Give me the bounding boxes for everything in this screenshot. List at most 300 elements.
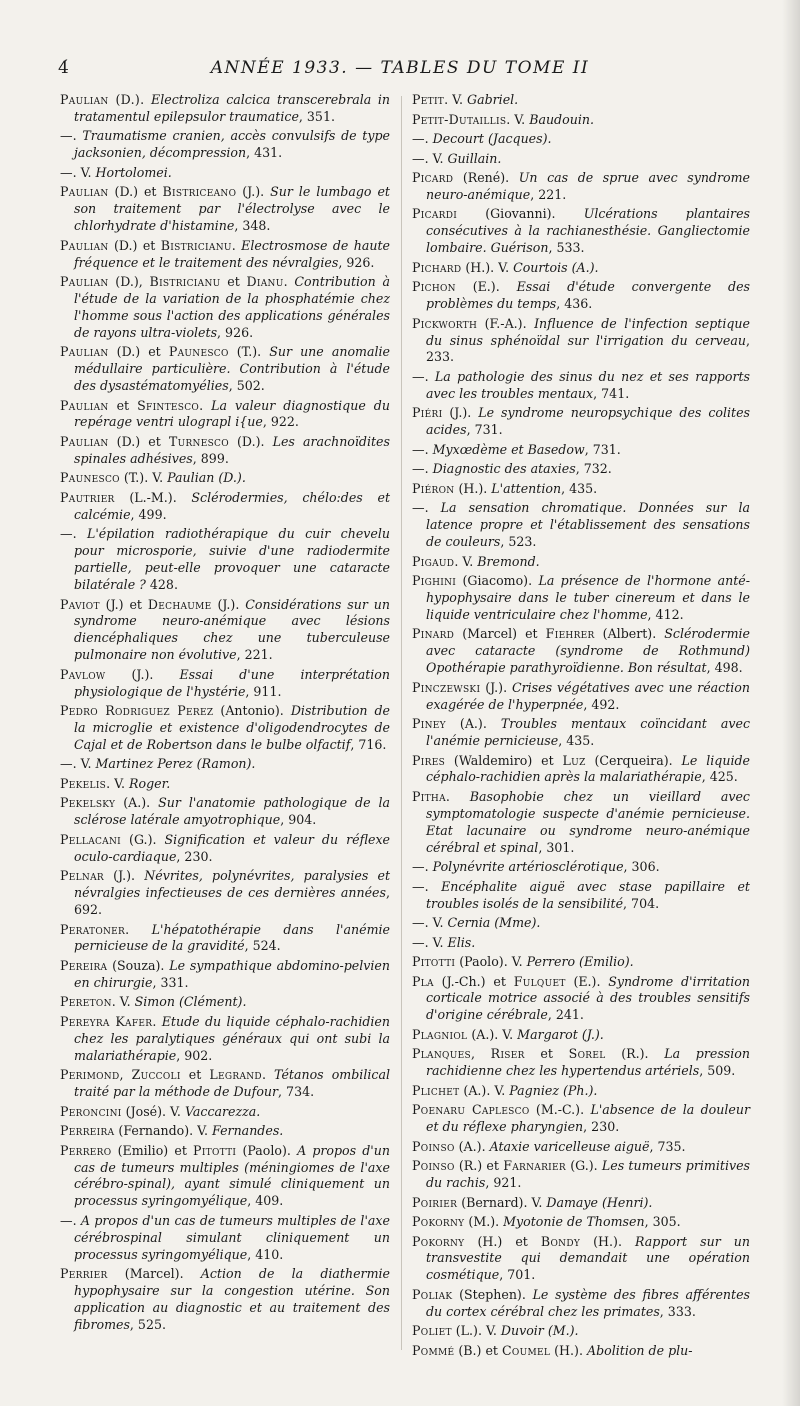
article-title: La valeur diagnostique du repérage ventri ulograpl i{ue: [74, 397, 390, 430]
entry-text: (B.) et: [454, 1342, 502, 1358]
index-entry: [60, 184, 390, 235]
article-title: Myxœdème et Basedow: [432, 441, 585, 457]
index-entry: [412, 716, 750, 750]
index-entry: [412, 879, 750, 913]
entry-text: et: [220, 274, 247, 290]
index-entry: [60, 1143, 390, 1211]
article-title: Hortolomei.: [95, 164, 172, 180]
index-entry: [412, 1234, 750, 1285]
entry-text: ,: [470, 1046, 491, 1062]
left-column: [60, 92, 390, 1336]
index-entry: [412, 1214, 750, 1231]
author-name: Sfintesco: [137, 397, 200, 413]
article-title: La pression rachidienne chez les hypertendus artériels: [426, 1046, 750, 1079]
entry-text: .: [231, 237, 242, 253]
entry-text: (José). V.: [121, 1103, 185, 1119]
index-entry: [412, 935, 750, 952]
page-header: [0, 58, 800, 82]
entry-text: .: [283, 274, 295, 290]
author-name: Pedro Rodriguez Perez: [60, 703, 214, 719]
author-name: Piney: [412, 716, 446, 732]
author-name: Poinso: [412, 1158, 455, 1174]
author-name: Luz: [562, 752, 586, 768]
index-entry: [60, 398, 390, 432]
entry-text: (H.). V.: [461, 259, 514, 275]
entry-text: , 492.: [583, 696, 620, 712]
article-title: Action de la diathermie hypophysaire sur la congestion utérine. Son application au diagnostic et au traitement des fibromes: [74, 1266, 390, 1332]
author-name: Pereton: [60, 994, 112, 1010]
entry-text: —.: [412, 441, 433, 457]
author-name: Dechaume: [147, 596, 212, 612]
entry-text: (F.-A.).: [477, 315, 535, 331]
entry-text: (D.).: [228, 433, 273, 449]
index-entry: [412, 974, 750, 1025]
article-title: Névrites, polynévrites, paralysies et névralgies infectieuses de ces dernières années: [74, 868, 391, 901]
author-name: Bistricianu: [149, 274, 221, 290]
index-entry: [60, 868, 390, 919]
entry-text: , 412.: [647, 606, 684, 622]
entry-text: (A.).: [115, 795, 159, 811]
index-entry: [412, 92, 750, 109]
entry-text: (T.). V.: [119, 470, 168, 486]
article-title: Elis.: [447, 934, 476, 950]
article-title: Basophobie chez un vieillard avec symptomatologie suspecte d'anémie pernicieuse. Etat lacunaire ou syndrome neuro-anémique cérébral et spinal: [426, 788, 750, 855]
entry-text: , 524.: [244, 938, 281, 954]
entry-text: .: [125, 921, 152, 937]
author-name: Paulian: [60, 184, 109, 200]
article-title: L'épilation radiothérapique du cuir chevelu pour microsporie, suivie d'une radiodermite partielle, peut-elle provoquer une cataracte bilatérale ?: [74, 526, 390, 592]
entry-text: ,: [119, 1067, 132, 1083]
index-entry: [412, 680, 750, 714]
index-entry: [60, 958, 390, 992]
entry-text: (D.) et: [108, 237, 161, 253]
entry-text: , 333.: [659, 1303, 696, 1319]
author-name: Pitotti: [412, 954, 456, 970]
entry-text: (L.-M.).: [114, 489, 192, 505]
entry-text: , 409.: [247, 1193, 284, 1209]
entry-text: , 731.: [584, 441, 621, 457]
entry-text: , 301.: [538, 839, 575, 855]
page-number: 4́: [58, 58, 70, 78]
entry-text: , 533.: [548, 240, 585, 256]
entry-text: (D.) et: [108, 184, 163, 200]
entry-text: (H.).: [550, 1342, 587, 1358]
author-name: Pokorny: [412, 1233, 465, 1249]
entry-text: , 241.: [547, 1007, 584, 1023]
entry-text: (E.).: [565, 973, 609, 989]
entry-text: .: [199, 397, 212, 413]
author-name: Paunesco: [168, 344, 229, 360]
entry-text: , 692.: [74, 885, 390, 918]
index-entry: [60, 776, 390, 793]
entry-text: , 425.: [701, 769, 738, 785]
index-entry: [412, 915, 750, 932]
index-entry: [60, 238, 390, 272]
index-entry: [60, 165, 390, 182]
entry-text: . V.: [444, 92, 468, 107]
index-entry: [412, 1195, 750, 1212]
article-title: Influence de l'infection septique du sinus sphénoïdal sur l'irrigation du cerveau: [426, 315, 751, 348]
entry-text: (Giacomo).: [456, 573, 539, 589]
entry-text: , 221.: [530, 186, 567, 202]
article-title: Electroliza calcica transcerebrala in tratamentul epilepsulor traumatice: [74, 92, 390, 124]
article-title: Distribution de la microglie et existence d'oligodendrocytes de Cajal et de Robertson dans le bulbe olfactif: [74, 703, 391, 752]
index-entry: [60, 1266, 390, 1334]
author-name: Paviot: [60, 596, 100, 612]
author-name: Peroncini: [60, 1103, 122, 1119]
author-name: Picard: [412, 170, 454, 185]
index-entry: [60, 274, 390, 342]
index-entry: [412, 554, 750, 571]
author-name: Paulian: [60, 344, 109, 360]
author-name: Farnarier: [503, 1158, 566, 1174]
entry-text: (J.).: [105, 666, 180, 682]
entry-text: .: [261, 1067, 275, 1083]
article-title: Le sympathique abdomino-pelvien en chirurgie: [74, 957, 390, 990]
author-name: Riser: [490, 1046, 525, 1062]
entry-text: , 233.: [426, 332, 750, 365]
author-name: Planques: [412, 1046, 471, 1062]
author-name: Pekelis: [60, 775, 107, 791]
entry-text: , 735.: [649, 1138, 686, 1154]
article-title: Cernia (Mme).: [447, 915, 541, 931]
author-name: Zuccoli: [131, 1067, 181, 1083]
author-name: Pighini: [412, 573, 457, 589]
entry-text: (J.-Ch.) et: [433, 973, 514, 989]
author-name: Legrand: [209, 1067, 262, 1083]
entry-text: , 221.: [236, 647, 273, 663]
index-entry: [412, 1158, 750, 1192]
article-title: L'hépatothérapie dans l'anémie pernicieuse de la gravidité: [74, 921, 390, 954]
entry-text: (R.).: [605, 1046, 665, 1062]
entry-text: (A.).: [454, 1138, 490, 1154]
entry-text: (H.) et: [464, 1233, 541, 1249]
entry-text: —.: [60, 1212, 81, 1228]
article-title: A propos d'un cas de tumeurs multiples (méningiomes de l'axe cérébro-spinal), ayant simulé cliniquement un processus syringomyélique: [74, 1142, 390, 1209]
author-name: Paulian (D.).: [60, 92, 145, 107]
author-name: Perrero: [60, 1142, 112, 1158]
author-name: Piéri: [412, 405, 443, 421]
article-title: Margarot (J.).: [517, 1026, 604, 1042]
author-name: Plagniol: [412, 1026, 468, 1042]
entry-text: , 921.: [485, 1175, 522, 1191]
entry-text: , 431.: [246, 145, 283, 161]
author-name: Poinso: [412, 1138, 455, 1154]
index-entry: [412, 1343, 750, 1360]
author-name: Pautrier: [60, 489, 115, 505]
entry-text: —.: [60, 526, 87, 542]
index-entry: [412, 279, 750, 313]
article-title: Ataxie varicelleuse aiguë: [489, 1138, 650, 1154]
index-entry: [60, 795, 390, 829]
entry-text: , 435.: [561, 480, 598, 496]
entry-text: —.: [60, 128, 83, 144]
article-title: Ulcérations plantaires consécutives à la rachianesthésie. Gangliectomie lombaire. Guérison: [426, 206, 750, 256]
author-name: Pla: [412, 973, 434, 989]
entry-text: (D.) et: [108, 344, 169, 360]
entry-text: , 734.: [278, 1084, 315, 1100]
article-title: La sensation chromatique. Données sur la latence propre et l'établissement des sensations de couleurs: [426, 500, 750, 550]
article-title: Signification et valeur du réflexe oculo-cardiaque: [74, 831, 391, 864]
author-name: Bistriceano: [162, 184, 237, 200]
index-entry: [412, 461, 750, 478]
entry-text: , 305.: [644, 1214, 681, 1230]
entry-text: —. V.: [60, 164, 96, 180]
entry-text: , 904.: [280, 812, 317, 828]
entry-text: 428.: [145, 577, 178, 592]
entry-text: (J.).: [103, 868, 145, 884]
entry-text: (G.).: [565, 1158, 602, 1174]
author-name: Petit: [412, 92, 445, 107]
article-title: Diagnostic des ataxies: [432, 461, 576, 477]
index-entry: [412, 151, 750, 168]
article-title: L'absence de la douleur et du réflexe pharyngien: [426, 1102, 750, 1135]
index-entry: [60, 994, 390, 1011]
article-title: Encéphalite aiguë avec stase papillaire et troubles isolés de la sensibilité: [426, 878, 750, 911]
author-name: Poliak: [412, 1286, 453, 1302]
index-entry: [60, 434, 390, 468]
article-title: Electrosmose de haute fréquence et le traitement des névralgies: [74, 237, 391, 270]
index-entry: [60, 756, 390, 773]
author-name: Fulquet: [513, 973, 566, 989]
entry-text: et: [524, 1046, 569, 1062]
index-entry: [412, 954, 750, 971]
entry-text: . V.: [506, 111, 530, 127]
index-entry: [412, 1287, 750, 1321]
entry-text: (Antonio).: [213, 703, 291, 719]
author-name: Pereira: [60, 957, 108, 973]
author-name: Peratoner: [60, 921, 126, 937]
index-entry: [412, 1027, 750, 1044]
entry-text: , 230.: [176, 848, 213, 864]
article-title: Polynévrite artériosclérotique: [432, 859, 624, 875]
author-name: Pickworth: [412, 315, 478, 331]
author-name: Dianu: [246, 274, 284, 290]
column-divider: [401, 96, 402, 1350]
article-title: Abolition de plu-: [586, 1342, 693, 1358]
author-name: Pereyra Kafer: [60, 1013, 153, 1029]
article-title: Etude du liquide céphalo-rachidien chez les paralytiques généraux qui ont subi la malariathérapie: [74, 1013, 390, 1063]
index-entry: [60, 703, 390, 754]
entry-text: —.: [412, 131, 433, 146]
entry-text: , 230.: [583, 1119, 620, 1135]
article-title: Fernandes.: [212, 1123, 284, 1139]
author-name: Perrier: [60, 1266, 108, 1282]
entry-text: , 732.: [575, 461, 612, 477]
article-title: Gabriel.: [467, 92, 519, 107]
index-entry: [412, 789, 750, 857]
author-name: Paulian: [60, 397, 109, 413]
author-name: Plichet: [412, 1082, 460, 1098]
entry-text: —.: [412, 461, 433, 477]
article-title: Damaye (Henri).: [546, 1194, 653, 1210]
article-title: Considérations sur un syndrome neuro-anémique avec lésions diencéphaliques chez une tuberculeuse pulmonaire non évolutive: [74, 596, 390, 663]
entry-text: (Emilio) et: [111, 1142, 194, 1158]
author-name: Pichard: [412, 259, 462, 275]
article-title: Simon (Clément).: [134, 994, 247, 1010]
entry-text: , 435.: [558, 733, 595, 748]
article-title: Essai d'étude convergente des problèmes du temps: [426, 279, 750, 312]
index-entry: [60, 922, 390, 956]
entry-text: —.: [412, 500, 441, 516]
index-entry: [60, 597, 390, 665]
entry-text: , 922.: [262, 414, 299, 430]
entry-text: (H.).: [454, 480, 492, 496]
entry-text: (J.).: [236, 184, 271, 200]
index-entry: [412, 753, 750, 787]
entry-text: (M.-C.).: [529, 1102, 591, 1118]
article-title: Bremond.: [477, 553, 540, 569]
entry-text: , 331.: [152, 974, 189, 990]
entry-text: (Waldemiro) et: [445, 752, 563, 768]
entry-text: (Bernard). V.: [457, 1194, 547, 1210]
entry-text: (Albert).: [594, 626, 665, 642]
entry-text: , 911.: [245, 683, 282, 699]
entry-text: . V.: [454, 553, 478, 569]
entry-text: (E.).: [455, 279, 517, 295]
author-name: Poliet: [412, 1323, 452, 1339]
author-name: Paulian: [60, 237, 109, 253]
index-entry: [412, 405, 750, 439]
entry-text: , 351.: [298, 108, 335, 124]
article-title: Myotonie de Thomsen: [503, 1214, 645, 1230]
author-name: Pitotti: [193, 1142, 237, 1158]
index-entry: [60, 1104, 390, 1121]
author-name: Petit-Dutaillis: [412, 111, 507, 127]
article-title: Un cas de sprue avec syndrome neuro-anémique: [426, 170, 750, 202]
entry-text: , 741.: [593, 385, 630, 401]
index-entry: [412, 573, 750, 624]
entry-text: —. V.: [412, 934, 448, 950]
entry-text: (Cerqueira).: [585, 752, 682, 768]
entry-text: —.: [412, 878, 442, 894]
index-entry: [412, 316, 750, 367]
entry-text: (Stephen).: [452, 1286, 533, 1302]
index-entry: [60, 1123, 390, 1140]
entry-text: (D.),: [108, 274, 150, 290]
entry-text: (D.) et: [108, 433, 169, 449]
entry-text: (G.).: [121, 831, 165, 847]
author-name: Pekelsky: [60, 795, 116, 811]
author-name: Pokorny: [412, 1214, 465, 1230]
entry-text: —. V.: [412, 150, 448, 166]
entry-text: , 704.: [623, 895, 660, 911]
article-title: Sur l'anatomie pathologique de la sclérose latérale amyotrophique: [74, 795, 391, 828]
entry-text: (Marcel) et: [454, 626, 546, 642]
index-entry: [412, 1046, 750, 1080]
entry-text: (M.).: [464, 1214, 504, 1230]
entry-text: .: [445, 788, 470, 804]
article-title: Rapport sur un transvestite qui demandait une opération cosmétique: [426, 1233, 751, 1283]
author-name: Bondy: [540, 1233, 581, 1249]
author-name: Pitha: [412, 788, 446, 804]
index-entry: [412, 131, 750, 148]
index-entry: [60, 92, 390, 126]
entry-text: (T.).: [228, 344, 270, 360]
index-entry: [412, 1083, 750, 1100]
index-entry: [412, 170, 750, 204]
index-entry: [412, 500, 750, 551]
author-name: Pinczewski: [412, 679, 481, 695]
entry-text: et: [108, 397, 138, 413]
entry-text: , 926.: [217, 324, 254, 340]
author-name: Poenaru Caplesco: [412, 1102, 530, 1118]
index-entry: [60, 667, 390, 701]
right-column: [412, 92, 750, 1362]
index-entry: [60, 1213, 390, 1264]
entry-text: .: [152, 1013, 162, 1029]
entry-text: (Paolo).: [236, 1142, 298, 1158]
index-entry: [412, 1102, 750, 1136]
running-title: ANNÉE 1933. — TABLES DU TOME II: [210, 58, 590, 78]
index-entry: [412, 859, 750, 876]
author-name: Pellacani: [60, 831, 122, 847]
entry-text: (A.).: [445, 716, 501, 732]
entry-text: (Fernando). V.: [114, 1123, 213, 1139]
entry-text: . V.: [111, 994, 135, 1010]
entry-text: et: [180, 1067, 210, 1083]
entry-text: (J.).: [442, 405, 479, 421]
index-entry: [60, 128, 390, 162]
entry-text: , 499.: [130, 506, 167, 522]
article-title: Les tumeurs primitives du rachis: [426, 1158, 750, 1191]
index-entry: [412, 369, 750, 403]
entry-text: . V.: [106, 775, 130, 791]
article-title: Duvoir (M.).: [500, 1323, 579, 1339]
entry-text: (J.) et: [99, 596, 148, 612]
article-title: Traumatisme cranien, accès convulsifs de type jacksonien, décompression: [74, 128, 390, 161]
entry-text: , 509.: [699, 1063, 736, 1079]
author-name: Pinard: [412, 626, 455, 642]
author-name: Paunesco: [60, 470, 120, 486]
article-title: La pathologie des sinus du nez et ses rapports avec les troubles mentaux: [426, 368, 750, 401]
article-title: Pagniez (Ph.).: [509, 1082, 598, 1098]
entry-text: , 348.: [234, 218, 271, 234]
article-title: Essai d'une interprétation physiologique de l'hystérie: [74, 666, 390, 699]
entry-text: (L.). V.: [451, 1323, 501, 1339]
author-name: Perimond: [60, 1067, 120, 1083]
author-name: Paulian: [60, 274, 109, 290]
index-entry: [60, 490, 390, 524]
article-title: Contribution à l'étude de la variation de la phosphatémie chez l'homme sous l'action des applications générales de rayons ultra-violets: [74, 274, 390, 340]
page-edge-shadow: [782, 0, 800, 1406]
author-name: Coumel: [501, 1342, 551, 1358]
article-title: La présence de l'hormone anté-hypophysaire dans le tuber cinereum et dans le liquide ventriculaire chez l'homme: [426, 573, 750, 622]
entry-text: , 523.: [500, 534, 537, 550]
index-entry: [412, 206, 750, 257]
author-name: Fiehrer: [545, 626, 595, 642]
entry-text: , 306.: [623, 859, 660, 875]
entry-text: , 902.: [176, 1047, 213, 1063]
article-title: Decourt (Jacques).: [432, 131, 552, 146]
article-title: L'attention: [491, 480, 562, 496]
entry-text: (R.) et: [454, 1158, 504, 1174]
article-title: Le liquide céphalo-rachidien après la malariathérapie: [426, 752, 750, 785]
index-entry: [412, 626, 750, 677]
entry-text: , 436.: [556, 296, 593, 312]
index-entry: [60, 1014, 390, 1065]
article-title: Sur une anomalie médullaire particulière. Contribution à l'étude des dysastématomyélies: [74, 344, 390, 394]
entry-text: —. V.: [60, 756, 96, 772]
index-entry: [412, 112, 750, 129]
index-entry: [60, 1067, 390, 1101]
entry-text: (J.).: [480, 679, 512, 695]
article-title: Roger.: [129, 775, 171, 791]
article-title: Baudouin.: [529, 111, 594, 127]
article-title: A propos d'un cas de tumeurs multiples de l'axe cérébrospinal simulant cliniquement un processus syringomyélique: [74, 1212, 390, 1262]
article-title: Courtois (A.).: [513, 259, 599, 275]
article-title: Sclérodermies, chélo:des et calcémie: [74, 489, 390, 522]
